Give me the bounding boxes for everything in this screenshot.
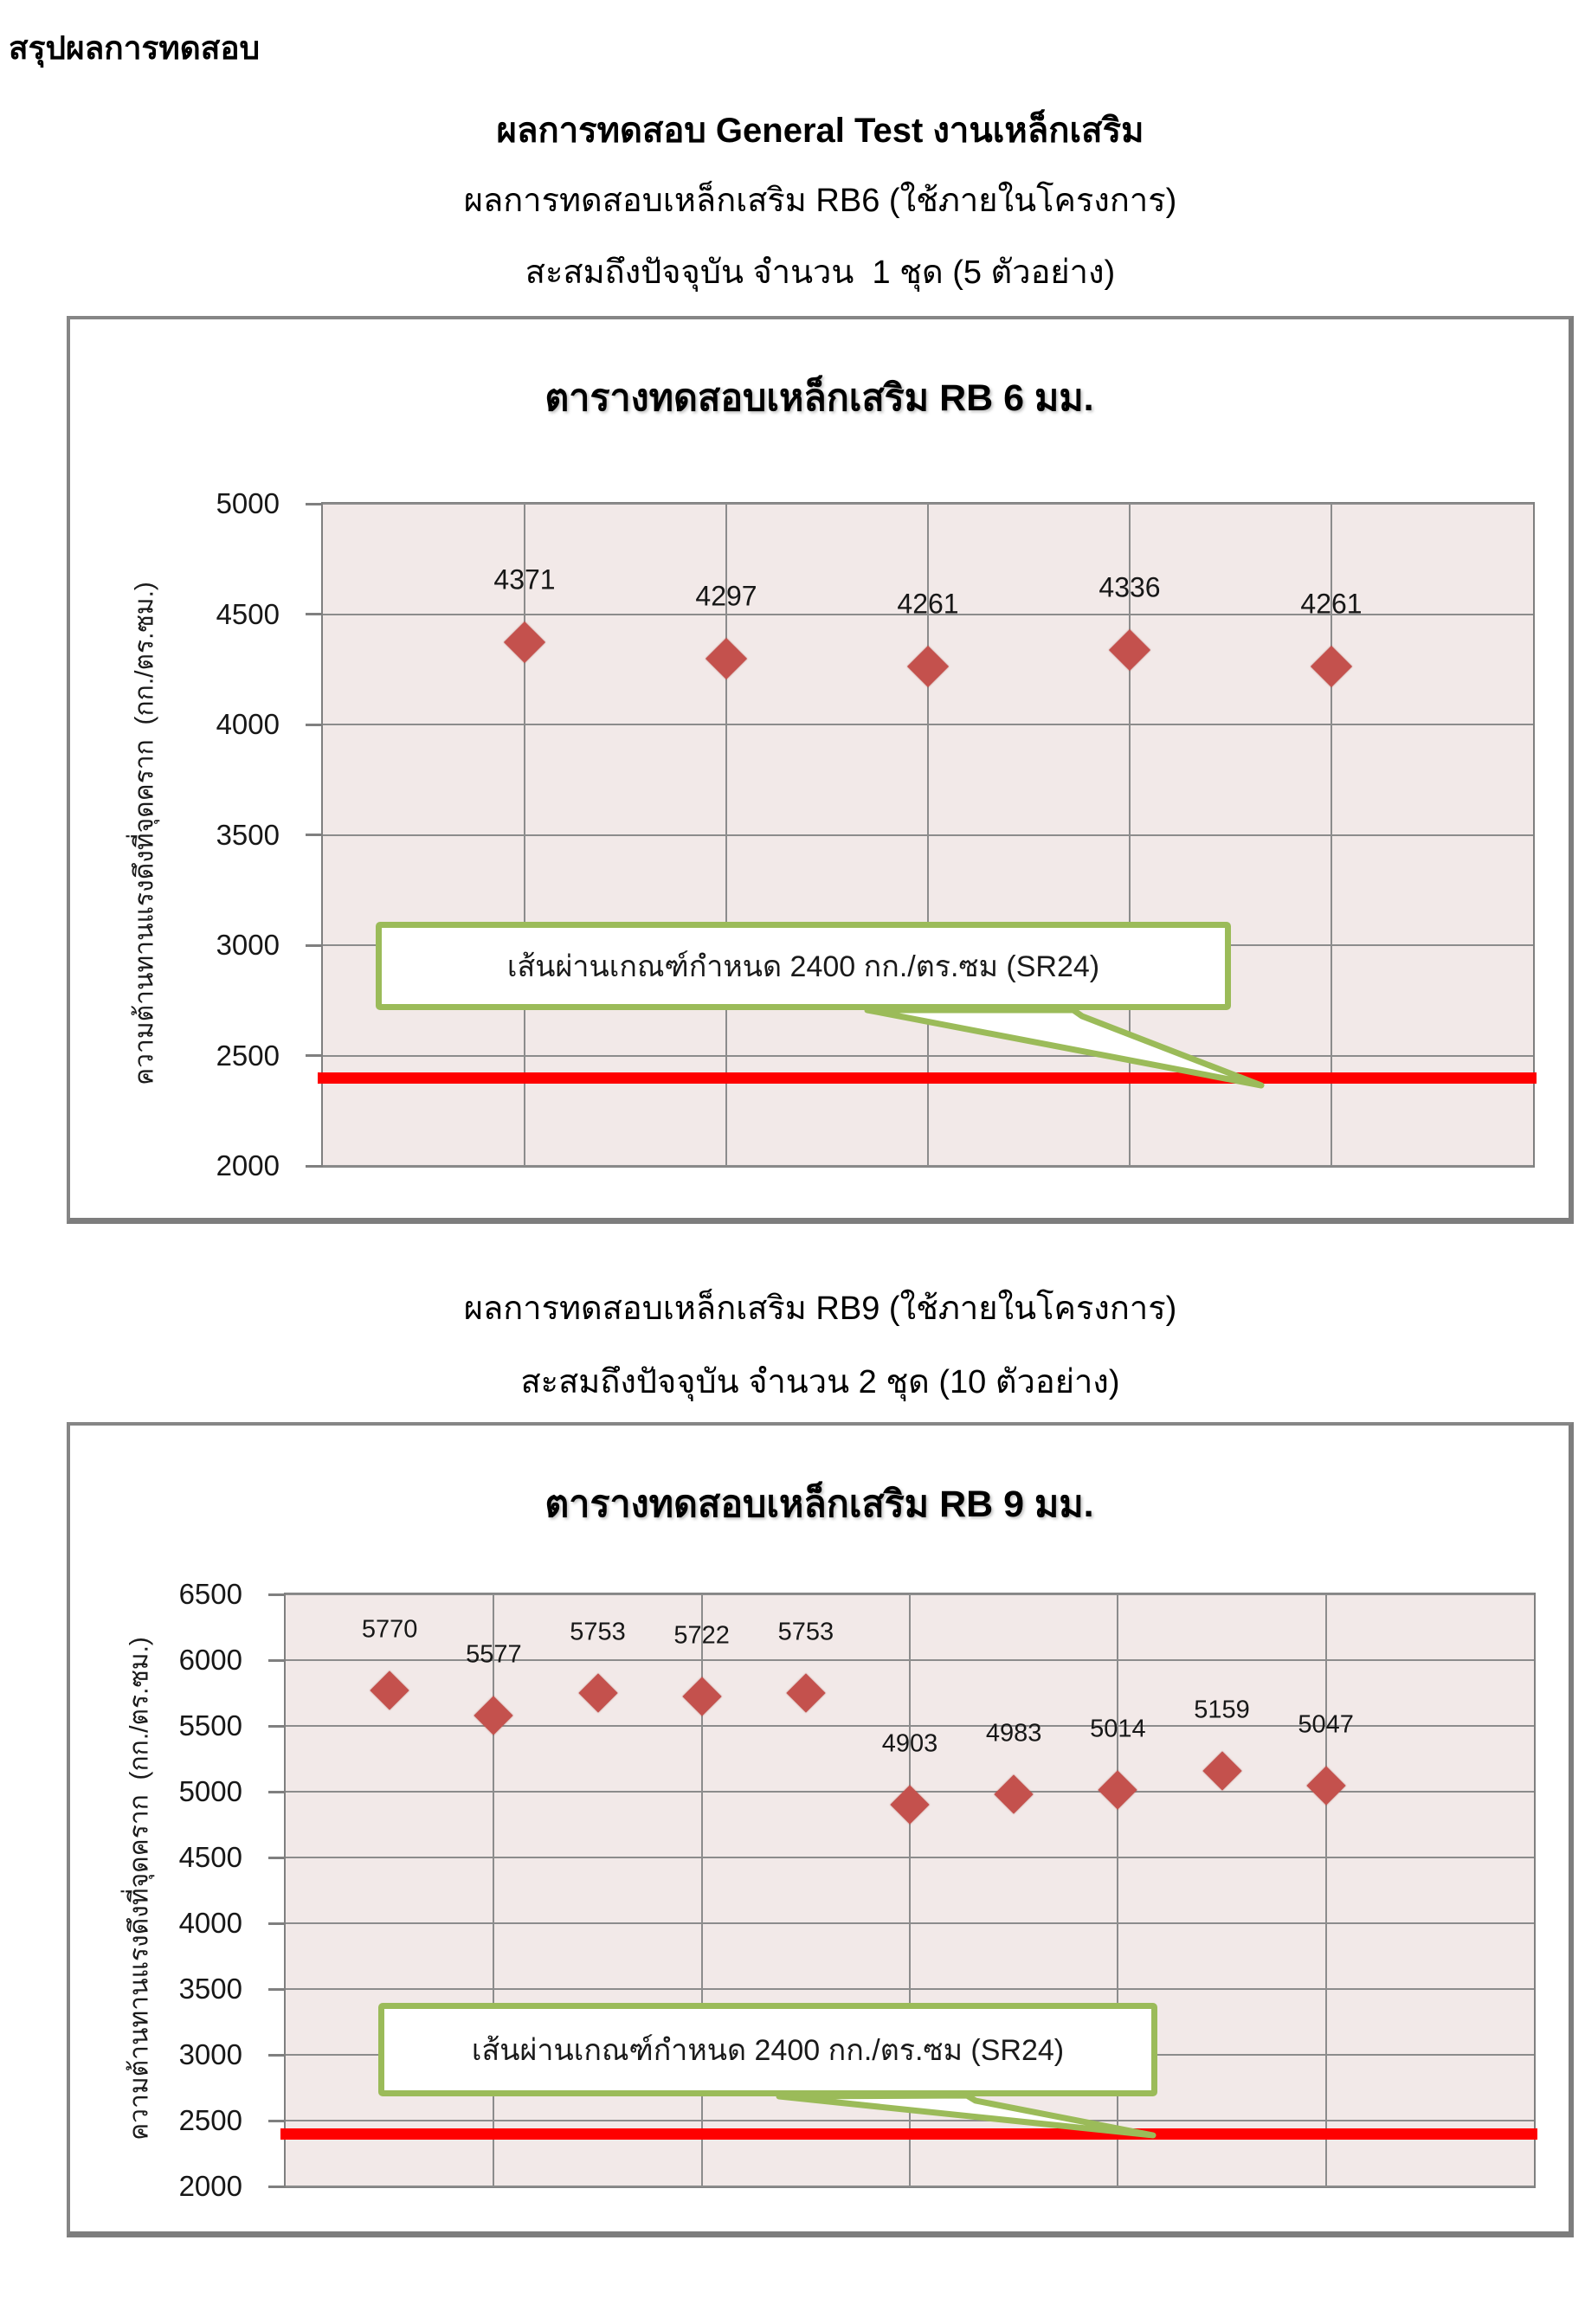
- data-point-label: 4983: [985, 1719, 1042, 1748]
- y-axis-tick-label: 3500: [216, 818, 280, 851]
- data-point-label: 4261: [1300, 588, 1363, 620]
- data-point-label: 4297: [695, 580, 757, 612]
- data-point-label: 4336: [1099, 571, 1161, 603]
- y-axis-tick-label: 2000: [178, 2170, 242, 2202]
- chart-rb6-frame: [67, 316, 1574, 1224]
- data-point-marker: [1311, 646, 1352, 687]
- doc-subtitle-rb6-count: สะสมถึงปัจจุบัน จำนวน 1 ชุด (5 ตัวอย่าง): [525, 254, 1116, 291]
- data-point-label: 5753: [777, 1618, 834, 1646]
- y-axis-tick-label: 2500: [178, 2104, 242, 2136]
- y-axis-tick-label: 2000: [216, 1149, 280, 1181]
- y-axis-tick-label: 4500: [216, 597, 280, 630]
- y-axis-tick-label: 5000: [216, 487, 280, 519]
- y-axis-tick-mark: [306, 724, 321, 726]
- data-point-label: 5047: [1298, 1710, 1354, 1739]
- chart-rb9-y-axis-title: ความต้านทานแรงดึงที่จุดคราก (กก./ตร.ซม.): [125, 1637, 154, 2141]
- y-axis-tick-mark: [268, 2186, 284, 2188]
- chart-rb9-plot-area: [178, 1578, 1536, 2202]
- chart-rb6-title: ตารางทดสอบเหล็กเสริม RB 6 มม.: [544, 377, 1094, 419]
- data-point-label: 5014: [1090, 1715, 1146, 1743]
- gridline-vertical: [1325, 1594, 1327, 2186]
- y-axis-tick-mark: [268, 1593, 284, 1596]
- y-axis-tick-mark: [268, 1725, 284, 1728]
- page-title: สรุปผลการทดสอบ: [9, 30, 261, 66]
- doc-subtitle-rb6: ผลการทดสอบเหล็กเสริม RB6 (ใช้ภายในโครงการ): [463, 183, 1177, 219]
- limit-callout-text: เส้นผ่านเกณฑ์กำหนด 2400 กก./ตร.ซม (SR24): [506, 950, 1100, 983]
- data-point-marker: [474, 1696, 513, 1735]
- y-axis-tick-mark: [306, 944, 321, 947]
- doc-subtitle-main: ผลการทดสอบ General Test งานเหล็กเสริม: [496, 112, 1144, 150]
- gridline-vertical: [524, 504, 525, 1166]
- data-point-marker: [1099, 1770, 1137, 1809]
- y-axis-tick-mark: [268, 2120, 284, 2122]
- limit-line: [318, 1072, 1537, 1084]
- data-point-marker: [682, 1677, 721, 1716]
- data-point-marker: [995, 1774, 1034, 1813]
- limit-callout: [376, 922, 1231, 1010]
- data-point-marker: [1202, 1751, 1241, 1790]
- y-axis-tick-label: 4500: [178, 1841, 242, 1873]
- y-axis-tick-label: 3500: [178, 1973, 242, 2005]
- data-point-marker: [370, 1671, 409, 1709]
- data-point-marker: [504, 621, 545, 663]
- y-axis-tick-mark: [306, 1054, 321, 1057]
- y-axis-tick-mark: [268, 1988, 284, 1991]
- data-point-marker: [786, 1673, 825, 1712]
- y-axis-tick-label: 3000: [178, 2038, 242, 2070]
- data-point-label: 4261: [897, 588, 959, 620]
- data-point-marker: [1109, 629, 1150, 671]
- y-axis-tick-label: 4000: [178, 1907, 242, 1939]
- data-point-label: 4903: [881, 1729, 938, 1758]
- y-axis-tick-mark: [306, 503, 321, 505]
- y-axis-tick-mark: [306, 613, 321, 615]
- y-axis-tick-mark: [268, 1922, 284, 1925]
- chart-rb9-frame: [67, 1422, 1574, 2237]
- y-axis-tick-label: 6500: [178, 1578, 242, 1610]
- y-axis-tick-mark: [306, 1165, 321, 1168]
- data-point-marker: [706, 638, 747, 679]
- chart-rb9-title: ตารางทดสอบเหล็กเสริม RB 9 มม.: [544, 1484, 1094, 1525]
- y-axis-tick-mark: [268, 2054, 284, 2057]
- data-point-label: 5770: [361, 1615, 418, 1644]
- limit-line: [280, 2128, 1537, 2140]
- y-axis-tick-mark: [268, 1791, 284, 1793]
- y-axis-tick-label: 5500: [178, 1709, 242, 1741]
- doc-subtitle-rb9: ผลการทดสอบเหล็กเสริม RB9 (ใช้ภายในโครงการ): [463, 1291, 1177, 1327]
- y-axis-tick-label: 5000: [178, 1775, 242, 1807]
- y-axis-tick-label: 4000: [216, 708, 280, 740]
- data-point-marker: [907, 646, 949, 687]
- y-axis-tick-mark: [268, 1857, 284, 1859]
- data-point-label: 5159: [1194, 1696, 1250, 1724]
- gridline-vertical: [909, 1594, 911, 2186]
- data-point-label: 5577: [466, 1640, 522, 1669]
- y-axis-tick-mark: [306, 834, 321, 836]
- doc-subtitle-rb9-count: สะสมถึงปัจจุบัน จำนวน 2 ชุด (10 ตัวอย่าง): [520, 1364, 1120, 1400]
- chart-rb6-plot-area: [216, 487, 1535, 1181]
- limit-callout: [378, 2003, 1157, 2096]
- limit-callout-text: เส้นผ่านเกณฑ์กำหนด 2400 กก./ตร.ซม (SR24): [471, 2034, 1065, 2067]
- chart-rb6-y-axis-title: ความต้านทานแรงดึงที่จุดคราก (กก./ตร.ซม.): [130, 582, 159, 1085]
- y-axis-tick-mark: [268, 1659, 284, 1662]
- data-point-label: 5722: [673, 1621, 730, 1650]
- data-point-marker: [578, 1673, 617, 1712]
- gridline-vertical: [1117, 1594, 1118, 2186]
- data-point-marker: [1306, 1766, 1345, 1805]
- y-axis-tick-label: 3000: [216, 929, 280, 961]
- y-axis-tick-label: 2500: [216, 1039, 280, 1072]
- data-point-label: 4371: [493, 563, 556, 595]
- y-axis-tick-label: 6000: [178, 1644, 242, 1676]
- gridline-vertical: [493, 1594, 494, 2186]
- data-point-label: 5753: [570, 1618, 626, 1646]
